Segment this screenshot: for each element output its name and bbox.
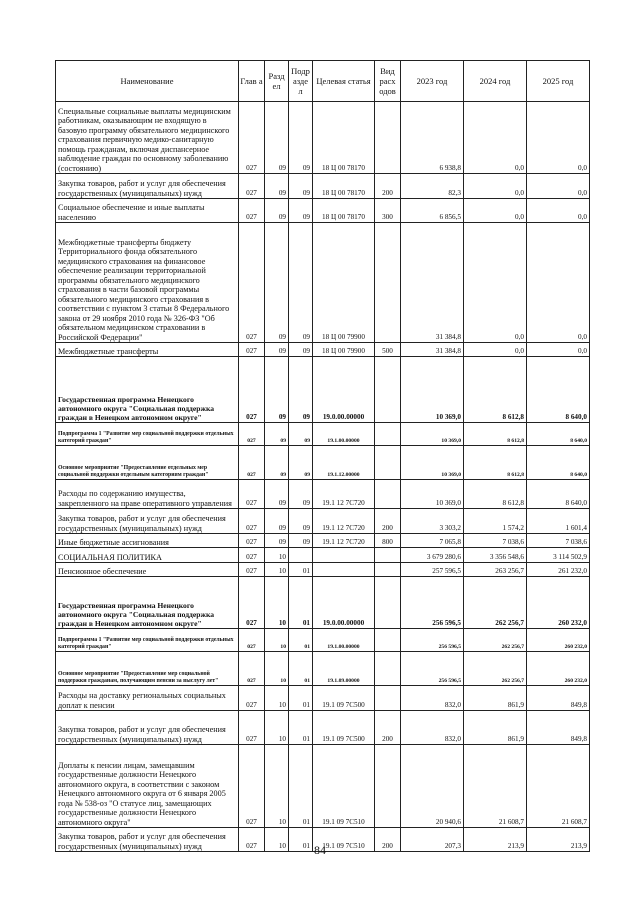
row-statya (313, 548, 375, 563)
row-value-2024: 8 612,8 (464, 423, 527, 446)
row-name: Межбюджетные трансферты бюджету Территориального фонда обязательного медицинского страхования на финансовое обеспечение реализации территориальной программы обязательного медицинского страхования в части базовой программы обязательного медицинского страхования в соответствии с пунктом 3 статьи 8 Федерального закона от 29 ноября 2010 года № 326-ФЗ "Об обязательном медицинском страховании в Российской Федерации" (56, 223, 239, 343)
row-vid (375, 223, 401, 343)
row-statya: 19.1.12.00000 (313, 446, 375, 480)
table-row (56, 548, 590, 563)
row-statya: 18 Ц 00 79900 (313, 223, 375, 343)
row-razdel: 10 (265, 711, 289, 745)
row-podrazdel: 09 (289, 480, 313, 509)
table-row (56, 446, 590, 480)
row-name: Доплаты к пенсии лицам, замещавшим государственные должности Ненецкого автономного округа, в соответствии с законом Ненецкого автономного округа от 6 января 2005 года № 538-оз "О статусе лиц, замещающих государственные должности Ненецкого автономного округа" (56, 745, 239, 828)
row-value-2024: 0,0 (464, 343, 527, 357)
table-row (56, 563, 590, 577)
row-value-2024: 21 608,7 (464, 745, 527, 828)
table-row (56, 480, 590, 509)
row-value-2024: 262 256,7 (464, 577, 527, 629)
header-name: Наименование (56, 61, 239, 102)
row-name: Основное мероприятие "Предоставление отдельных мер социальной поддержки отдельным категориям граждан" (56, 446, 239, 480)
row-value-2025: 8 640,0 (527, 446, 590, 480)
row-value-2023: 207,3 (401, 828, 464, 852)
row-podrazdel: 09 (289, 423, 313, 446)
row-value-2024: 1 574,2 (464, 509, 527, 534)
row-vid: 200 (375, 828, 401, 852)
row-razdel: 09 (265, 223, 289, 343)
row-value-2025: 0,0 (527, 223, 590, 343)
row-statya: 19.1 12 7С720 (313, 509, 375, 534)
row-name: Государственная программа Ненецкого автономного округа "Социальная поддержка граждан в Ненецком автономном округе" (56, 357, 239, 423)
row-name: Социальное обеспечение и иные выплаты населению (56, 199, 239, 223)
table-row (56, 343, 590, 357)
row-value-2025: 0,0 (527, 343, 590, 357)
row-vid (375, 745, 401, 828)
row-value-2023: 6 938,8 (401, 102, 464, 174)
row-value-2024: 8 612,8 (464, 480, 527, 509)
row-podrazdel: 01 (289, 828, 313, 852)
row-vid: 800 (375, 534, 401, 548)
row-podrazdel: 01 (289, 577, 313, 629)
row-value-2023: 7 065,8 (401, 534, 464, 548)
row-glava: 027 (239, 534, 265, 548)
row-name: Расходы по содержанию имущества, закрепленного на праве оперативного управления (56, 480, 239, 509)
row-glava: 027 (239, 652, 265, 686)
row-glava: 027 (239, 745, 265, 828)
row-value-2024: 3 356 548,6 (464, 548, 527, 563)
row-statya: 19.1 12 7С720 (313, 480, 375, 509)
row-razdel: 09 (265, 174, 289, 199)
row-razdel: 10 (265, 548, 289, 563)
row-value-2025: 1 601,4 (527, 509, 590, 534)
row-value-2024: 0,0 (464, 199, 527, 223)
row-glava: 027 (239, 548, 265, 563)
row-value-2023: 10 369,0 (401, 446, 464, 480)
row-value-2025: 0,0 (527, 174, 590, 199)
row-value-2023: 6 856,5 (401, 199, 464, 223)
row-razdel: 09 (265, 423, 289, 446)
row-statya: 18 Ц 00 79900 (313, 343, 375, 357)
row-glava: 027 (239, 199, 265, 223)
row-razdel: 10 (265, 686, 289, 711)
table-row (56, 199, 590, 223)
row-statya: 19.1.00.00000 (313, 629, 375, 652)
row-razdel: 09 (265, 357, 289, 423)
row-razdel: 09 (265, 480, 289, 509)
row-podrazdel: 09 (289, 509, 313, 534)
row-podrazdel: 09 (289, 343, 313, 357)
row-podrazdel: 09 (289, 223, 313, 343)
table-row (56, 745, 590, 828)
row-razdel: 10 (265, 745, 289, 828)
row-name: Закупка товаров, работ и услуг для обеспечения государственных (муниципальных) нужд (56, 509, 239, 534)
row-statya: 19.1 09 7С510 (313, 745, 375, 828)
row-vid: 500 (375, 343, 401, 357)
row-value-2025: 0,0 (527, 102, 590, 174)
row-name: Специальные социальные выплаты медицинским работникам, оказывающим не входящую в базовую программу обязательного медицинского страхования первичную медико-санитарную помощь гражданам, включая диспансерное наблюдение граждан по основному заболеванию (состоянию) (56, 102, 239, 174)
row-name: Основное мероприятие "Предоставление мер социальной поддержки гражданам, получающим пенсии за выслугу лет" (56, 652, 239, 686)
row-value-2023: 82,3 (401, 174, 464, 199)
row-name: Закупка товаров, работ и услуг для обеспечения государственных (муниципальных) нужд (56, 711, 239, 745)
row-glava: 027 (239, 480, 265, 509)
row-value-2023: 10 369,0 (401, 480, 464, 509)
row-razdel: 09 (265, 343, 289, 357)
row-statya (313, 563, 375, 577)
table-row (56, 509, 590, 534)
row-value-2023: 256 596,5 (401, 629, 464, 652)
table-row (56, 534, 590, 548)
row-podrazdel (289, 548, 313, 563)
row-value-2024: 7 038,6 (464, 534, 527, 548)
row-glava: 027 (239, 577, 265, 629)
table-row (56, 174, 590, 199)
row-podrazdel: 01 (289, 652, 313, 686)
row-vid (375, 423, 401, 446)
table-row (56, 423, 590, 446)
row-value-2025: 0,0 (527, 199, 590, 223)
row-vid (375, 629, 401, 652)
row-value-2025: 849,8 (527, 686, 590, 711)
row-vid: 300 (375, 199, 401, 223)
row-razdel: 09 (265, 446, 289, 480)
row-vid (375, 480, 401, 509)
row-statya: 19.1 12 7С720 (313, 534, 375, 548)
page-number: 84 (314, 843, 326, 857)
header-razdel: Разд ел (265, 61, 289, 102)
header-2024: 2024 год (464, 61, 527, 102)
row-podrazdel: 01 (289, 686, 313, 711)
row-statya: 19.1 09 7С510 (313, 828, 375, 852)
header-statya: Целевая статья (313, 61, 375, 102)
row-value-2025: 21 608,7 (527, 745, 590, 828)
row-vid (375, 563, 401, 577)
row-podrazdel: 09 (289, 174, 313, 199)
row-value-2024: 213,9 (464, 828, 527, 852)
row-value-2024: 262 256,7 (464, 652, 527, 686)
row-podrazdel: 01 (289, 711, 313, 745)
row-value-2025: 213,9 (527, 828, 590, 852)
row-razdel: 10 (265, 828, 289, 852)
row-value-2024: 263 256,7 (464, 563, 527, 577)
row-name: Подпрограмма 1 "Развитие мер социальной поддержки отдельных категорий граждан" (56, 629, 239, 652)
row-razdel: 09 (265, 102, 289, 174)
row-name: Пенсионное обеспечение (56, 563, 239, 577)
row-value-2023: 257 596,5 (401, 563, 464, 577)
budget-table (55, 60, 590, 852)
row-name: Расходы на доставку региональных социальных доплат к пенсии (56, 686, 239, 711)
row-glava: 027 (239, 563, 265, 577)
row-podrazdel: 09 (289, 102, 313, 174)
row-value-2024: 861,9 (464, 686, 527, 711)
table-row (56, 577, 590, 629)
table-header-row (56, 61, 590, 102)
row-podrazdel: 09 (289, 446, 313, 480)
row-vid (375, 102, 401, 174)
row-value-2025: 261 232,0 (527, 563, 590, 577)
row-value-2025: 7 038,6 (527, 534, 590, 548)
row-glava: 027 (239, 343, 265, 357)
table-row (56, 102, 590, 174)
row-razdel: 10 (265, 629, 289, 652)
row-value-2023: 256 596,5 (401, 577, 464, 629)
row-vid: 200 (375, 711, 401, 745)
row-value-2025: 260 232,0 (527, 577, 590, 629)
row-vid (375, 652, 401, 686)
row-glava: 027 (239, 446, 265, 480)
row-value-2023: 832,0 (401, 686, 464, 711)
row-glava: 027 (239, 174, 265, 199)
row-value-2025: 8 640,0 (527, 423, 590, 446)
row-statya: 19.1.00.00000 (313, 423, 375, 446)
row-podrazdel: 01 (289, 745, 313, 828)
row-vid: 200 (375, 174, 401, 199)
table-row (56, 629, 590, 652)
row-glava: 027 (239, 629, 265, 652)
row-value-2023: 10 369,0 (401, 423, 464, 446)
row-name: Закупка товаров, работ и услуг для обеспечения государственных (муниципальных) нужд (56, 174, 239, 199)
row-vid: 200 (375, 509, 401, 534)
row-razdel: 09 (265, 509, 289, 534)
row-glava: 027 (239, 711, 265, 745)
row-vid (375, 577, 401, 629)
row-razdel: 09 (265, 534, 289, 548)
header-2025: 2025 год (527, 61, 590, 102)
row-statya: 19.1 09 7С500 (313, 686, 375, 711)
row-vid (375, 548, 401, 563)
row-value-2023: 10 369,0 (401, 357, 464, 423)
row-statya: 19.0.00.00000 (313, 357, 375, 423)
row-razdel: 10 (265, 563, 289, 577)
row-glava: 027 (239, 509, 265, 534)
row-value-2025: 260 232,0 (527, 629, 590, 652)
row-glava: 027 (239, 828, 265, 852)
row-value-2024: 0,0 (464, 223, 527, 343)
row-value-2024: 861,9 (464, 711, 527, 745)
table-row (56, 686, 590, 711)
table-row (56, 711, 590, 745)
row-vid (375, 357, 401, 423)
row-name: СОЦИАЛЬНАЯ ПОЛИТИКА (56, 548, 239, 563)
row-podrazdel: 09 (289, 357, 313, 423)
row-podrazdel: 09 (289, 534, 313, 548)
row-value-2023: 20 940,6 (401, 745, 464, 828)
row-value-2025: 260 232,0 (527, 652, 590, 686)
row-value-2025: 8 640,0 (527, 357, 590, 423)
table-row (56, 223, 590, 343)
row-value-2025: 849,8 (527, 711, 590, 745)
header-glava: Глав а (239, 61, 265, 102)
table-row (56, 652, 590, 686)
row-value-2024: 0,0 (464, 102, 527, 174)
row-glava: 027 (239, 102, 265, 174)
row-value-2023: 31 384,8 (401, 223, 464, 343)
row-value-2023: 256 596,5 (401, 652, 464, 686)
header-podrazdel: Подр азде л (289, 61, 313, 102)
row-value-2024: 0,0 (464, 174, 527, 199)
table-body (56, 102, 590, 852)
row-value-2023: 3 303,2 (401, 509, 464, 534)
row-name: Иные бюджетные ассигнования (56, 534, 239, 548)
row-value-2024: 8 612,8 (464, 446, 527, 480)
row-name: Межбюджетные трансферты (56, 343, 239, 357)
row-value-2025: 8 640,0 (527, 480, 590, 509)
row-statya: 19.1 09 7С500 (313, 711, 375, 745)
row-value-2024: 262 256,7 (464, 629, 527, 652)
row-value-2023: 31 384,8 (401, 343, 464, 357)
row-statya: 18 Ц 00 78170 (313, 174, 375, 199)
row-podrazdel: 01 (289, 563, 313, 577)
row-podrazdel: 01 (289, 629, 313, 652)
header-2023: 2023 год (401, 61, 464, 102)
row-value-2025: 3 114 502,9 (527, 548, 590, 563)
table-row (56, 357, 590, 423)
row-name: Подпрограмма 1 "Развитие мер социальной поддержки отдельных категорий граждан" (56, 423, 239, 446)
row-value-2023: 832,0 (401, 711, 464, 745)
row-statya: 19.1.09.00000 (313, 652, 375, 686)
header-vid: Вид расх одов (375, 61, 401, 102)
row-name: Государственная программа Ненецкого автономного округа "Социальная поддержка граждан в Ненецком автономном округе" (56, 577, 239, 629)
row-razdel: 10 (265, 652, 289, 686)
row-razdel: 10 (265, 577, 289, 629)
row-value-2023: 3 679 280,6 (401, 548, 464, 563)
row-value-2024: 8 612,8 (464, 357, 527, 423)
row-vid (375, 686, 401, 711)
row-glava: 027 (239, 223, 265, 343)
row-vid (375, 446, 401, 480)
row-glava: 027 (239, 686, 265, 711)
row-name: Закупка товаров, работ и услуг для обеспечения государственных (муниципальных) нужд (56, 828, 239, 852)
row-glava: 027 (239, 357, 265, 423)
row-razdel: 09 (265, 199, 289, 223)
row-statya: 18 Ц 00 78170 (313, 199, 375, 223)
row-statya: 19.0.00.00000 (313, 577, 375, 629)
row-podrazdel: 09 (289, 199, 313, 223)
row-statya: 18 Ц 00 78170 (313, 102, 375, 174)
row-glava: 027 (239, 423, 265, 446)
